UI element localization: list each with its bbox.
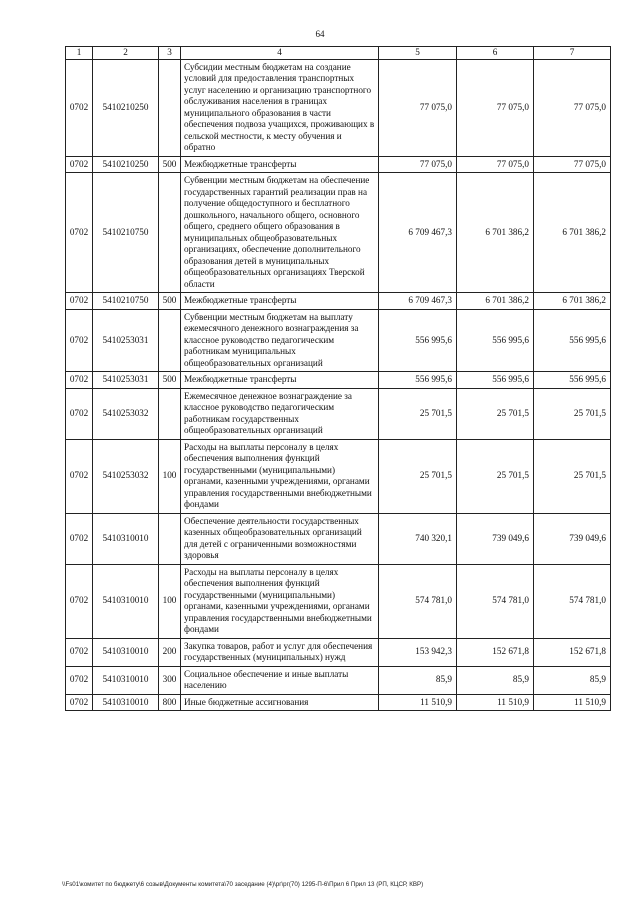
table-row (66, 513, 611, 564)
amount-year1-cell: 77 075,0 (379, 59, 457, 156)
table-row (66, 638, 611, 666)
expense-type-cell (159, 309, 181, 372)
amount-year3-cell: 574 781,0 (534, 564, 611, 638)
description-cell: Межбюджетные трансферты (181, 293, 379, 310)
description-cell: Межбюджетные трансферты (181, 156, 379, 173)
description-cell: Социальное обеспечение и иные выплаты населению (181, 666, 379, 694)
amount-year2-cell: 25 701,5 (457, 388, 534, 439)
amount-year3-cell: 152 671,8 (534, 638, 611, 666)
amount-year1-cell: 25 701,5 (379, 388, 457, 439)
header-row (66, 47, 611, 60)
expense-type-cell (159, 388, 181, 439)
amount-year1-cell: 11 510,9 (379, 694, 457, 711)
expense-type-cell: 100 (159, 439, 181, 513)
expense-type-cell (159, 59, 181, 156)
target-code-cell: 5410310010 (93, 564, 159, 638)
section-cell: 0702 (66, 439, 93, 513)
amount-year1-cell: 556 995,6 (379, 309, 457, 372)
section-cell: 0702 (66, 156, 93, 173)
amount-year2-cell: 739 049,6 (457, 513, 534, 564)
amount-year1-cell: 25 701,5 (379, 439, 457, 513)
section-cell: 0702 (66, 694, 93, 711)
target-code-cell: 5410210250 (93, 59, 159, 156)
table-row (66, 439, 611, 513)
table-row (66, 173, 611, 293)
expense-type-cell: 800 (159, 694, 181, 711)
col-header-5: 5 (379, 47, 457, 60)
target-code-cell: 5410210750 (93, 293, 159, 310)
amount-year2-cell: 85,9 (457, 666, 534, 694)
description-cell: Субсидии местным бюджетам на создание условий для предоставления транспортных услуг населению и организацию транспортного обслуживания населения в границах муниципального образования в части обеспечения подвоза учащихся, проживающих в сельской местности, к месту обучения и обратно (181, 59, 379, 156)
amount-year3-cell: 6 701 386,2 (534, 173, 611, 293)
table-row (66, 666, 611, 694)
expense-type-cell: 500 (159, 293, 181, 310)
amount-year2-cell: 574 781,0 (457, 564, 534, 638)
target-code-cell: 5410210750 (93, 173, 159, 293)
description-cell: Межбюджетные трансферты (181, 372, 379, 389)
amount-year2-cell: 6 701 386,2 (457, 173, 534, 293)
amount-year1-cell: 85,9 (379, 666, 457, 694)
description-cell: Обеспечение деятельности государственных казенных общеобразовательных организаций для детей с ограниченными возможностями здоровья (181, 513, 379, 564)
amount-year3-cell: 6 701 386,2 (534, 293, 611, 310)
amount-year3-cell: 556 995,6 (534, 309, 611, 372)
table-row (66, 59, 611, 156)
col-header-6: 6 (457, 47, 534, 60)
amount-year2-cell: 77 075,0 (457, 156, 534, 173)
amount-year2-cell: 152 671,8 (457, 638, 534, 666)
target-code-cell: 5410310010 (93, 638, 159, 666)
description-cell: Субвенции местным бюджетам на обеспечение государственных гарантий реализации прав на получение общедоступного и бесплатного дошкольного, начального общего, основного общего, среднего общего образования в муниципальных общеобразовательных организациях, обеспечение дополнительного образования детей в муниципальных общеобразовательных организациях Тверской области (181, 173, 379, 293)
target-code-cell: 5410253031 (93, 372, 159, 389)
section-cell: 0702 (66, 564, 93, 638)
amount-year1-cell: 556 995,6 (379, 372, 457, 389)
section-cell: 0702 (66, 388, 93, 439)
description-cell: Ежемесячное денежное вознаграждение за классное руководство педагогическим работникам государственных общеобразовательных организаций (181, 388, 379, 439)
table-row (66, 564, 611, 638)
table-row (66, 156, 611, 173)
description-cell: Расходы на выплаты персоналу в целях обеспечения выполнения функций государственными (муниципальными) органами, казенными учреждениями, органами управления государственными внебюджетными фондами (181, 564, 379, 638)
col-header-4: 4 (181, 47, 379, 60)
target-code-cell: 5410253032 (93, 439, 159, 513)
amount-year1-cell: 740 320,1 (379, 513, 457, 564)
page-number: 64 (315, 29, 325, 39)
table-row (66, 388, 611, 439)
target-code-cell: 5410310010 (93, 513, 159, 564)
amount-year2-cell: 11 510,9 (457, 694, 534, 711)
col-header-3: 3 (159, 47, 181, 60)
table-row (66, 694, 611, 711)
budget-table (65, 46, 611, 711)
amount-year2-cell: 6 701 386,2 (457, 293, 534, 310)
section-cell: 0702 (66, 638, 93, 666)
description-cell: Расходы на выплаты персоналу в целях обеспечения выполнения функций государственными (муниципальными) органами, казенными учреждениями, органами управления государственными внебюджетными фондами (181, 439, 379, 513)
amount-year3-cell: 11 510,9 (534, 694, 611, 711)
section-cell: 0702 (66, 293, 93, 310)
expense-type-cell (159, 513, 181, 564)
table-row (66, 309, 611, 372)
target-code-cell: 5410310010 (93, 694, 159, 711)
file-path-footer: \\Fs01\комитет по бюджету\6 созыв\Документы комитета\70 заседание (4)\рг\рг(70) 1295-П-6\Прил 6 Прил 13 (РП, КЦСР, КВР) (62, 881, 424, 888)
section-cell: 0702 (66, 173, 93, 293)
amount-year3-cell: 25 701,5 (534, 439, 611, 513)
amount-year1-cell: 77 075,0 (379, 156, 457, 173)
amount-year3-cell: 77 075,0 (534, 156, 611, 173)
amount-year3-cell: 25 701,5 (534, 388, 611, 439)
description-cell: Иные бюджетные ассигнования (181, 694, 379, 711)
amount-year2-cell: 77 075,0 (457, 59, 534, 156)
section-cell: 0702 (66, 372, 93, 389)
amount-year2-cell: 556 995,6 (457, 372, 534, 389)
amount-year3-cell: 77 075,0 (534, 59, 611, 156)
target-code-cell: 5410253032 (93, 388, 159, 439)
target-code-cell: 5410253031 (93, 309, 159, 372)
expense-type-cell: 100 (159, 564, 181, 638)
amount-year1-cell: 574 781,0 (379, 564, 457, 638)
amount-year1-cell: 153 942,3 (379, 638, 457, 666)
amount-year3-cell: 85,9 (534, 666, 611, 694)
expense-type-cell: 500 (159, 372, 181, 389)
description-cell: Субвенции местным бюджетам на выплату ежемесячного денежного вознаграждения за классное руководство педагогическим работникам муниципальных общеобразовательных организаций (181, 309, 379, 372)
col-header-2: 2 (93, 47, 159, 60)
section-cell: 0702 (66, 309, 93, 372)
amount-year2-cell: 25 701,5 (457, 439, 534, 513)
amount-year1-cell: 6 709 467,3 (379, 173, 457, 293)
description-cell: Закупка товаров, работ и услуг для обеспечения государственных (муниципальных) нужд (181, 638, 379, 666)
col-header-7: 7 (534, 47, 611, 60)
amount-year3-cell: 739 049,6 (534, 513, 611, 564)
section-cell: 0702 (66, 666, 93, 694)
table-row (66, 293, 611, 310)
col-header-1: 1 (66, 47, 93, 60)
expense-type-cell: 500 (159, 156, 181, 173)
table-row (66, 372, 611, 389)
amount-year2-cell: 556 995,6 (457, 309, 534, 372)
amount-year1-cell: 6 709 467,3 (379, 293, 457, 310)
expense-type-cell: 300 (159, 666, 181, 694)
expense-type-cell (159, 173, 181, 293)
expense-type-cell: 200 (159, 638, 181, 666)
section-cell: 0702 (66, 59, 93, 156)
target-code-cell: 5410310010 (93, 666, 159, 694)
target-code-cell: 5410210250 (93, 156, 159, 173)
section-cell: 0702 (66, 513, 93, 564)
amount-year3-cell: 556 995,6 (534, 372, 611, 389)
